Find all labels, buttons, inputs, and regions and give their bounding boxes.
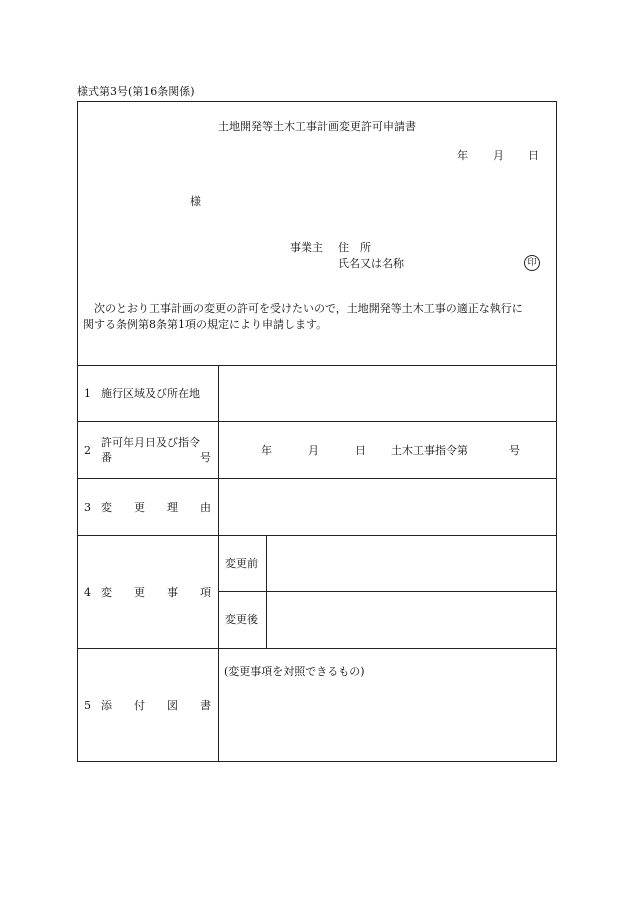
- seal-mark: 印: [524, 255, 540, 271]
- frame-right-border: [556, 101, 557, 762]
- row-1-number: 1: [84, 387, 91, 400]
- permit-year-label: 年: [261, 444, 272, 457]
- row-5-number: 5: [84, 699, 91, 712]
- row-5-label-char: 図: [167, 699, 178, 712]
- row-2-label-line-1: 許可年月日及び指令: [101, 436, 200, 449]
- form-number-label: 様式第3号(第16条関係): [77, 85, 195, 98]
- row-5-label-char: 書: [200, 699, 211, 712]
- permit-month-label: 月: [308, 444, 319, 457]
- row-4-label-char: 変: [101, 586, 112, 599]
- change-reason-field[interactable]: [219, 479, 556, 534]
- frame-top-border: [77, 101, 557, 102]
- row-4-number: 4: [84, 586, 91, 599]
- row-3-label-char: 更: [134, 501, 145, 514]
- row-3-label-char: 由: [200, 501, 211, 514]
- row-3-label-char: 理: [167, 501, 178, 514]
- attachments-note: (変更事項を対照できるもの): [224, 665, 365, 678]
- applicant-label: 事業主: [290, 241, 323, 254]
- row-5-label-char: 付: [134, 699, 145, 712]
- row-4-label-char: 事: [167, 586, 178, 599]
- row-divider: [77, 648, 557, 649]
- order-prefix-label: 土木工事指令第: [391, 444, 468, 457]
- name-label: 氏名又は名称: [338, 257, 404, 270]
- body-text-line-1: 次のとおり工事計画の変更の許可を受けたいので，土地開発等土木工事の適正な執行に: [94, 302, 523, 315]
- row-4-label: [101, 587, 211, 598]
- permit-day-label: 日: [355, 444, 366, 457]
- row-3-label: [101, 502, 211, 513]
- row-2-label-go: 号: [200, 451, 211, 464]
- row-5-label-char: 添: [101, 699, 112, 712]
- area-location-field[interactable]: [219, 366, 556, 421]
- date-month-label: 月: [493, 149, 504, 162]
- document-title: 土地開発等土木工事計画変更許可申請書: [218, 120, 416, 133]
- before-change-label: 変更前: [225, 557, 258, 570]
- row-4-label-char: 更: [134, 586, 145, 599]
- row-5-label: [101, 700, 211, 711]
- body-text-line-2: 関する条例第8条第1項の規定により申請します。: [83, 318, 328, 331]
- frame-bottom-border: [77, 761, 557, 762]
- date-day-label: 日: [528, 149, 539, 162]
- after-change-field[interactable]: [267, 592, 556, 648]
- row-3-label-char: 変: [101, 501, 112, 514]
- row-2-label-ban: 番: [101, 451, 112, 464]
- row-divider: [77, 421, 557, 422]
- before-change-field[interactable]: [267, 536, 556, 591]
- row-3-number: 3: [84, 501, 91, 514]
- date-year-label: 年: [457, 149, 468, 162]
- frame-left-border: [77, 101, 78, 762]
- after-change-label: 変更後: [225, 613, 258, 626]
- row-2-label-line-2: [101, 452, 211, 463]
- row-2-number: 2: [84, 444, 91, 457]
- addressee-suffix: 様: [190, 195, 201, 208]
- column-divider: [218, 365, 219, 762]
- order-number-suffix: 号: [509, 444, 520, 457]
- row-1-label: 施行区域及び所在地: [101, 387, 200, 400]
- address-label: 住 所: [338, 241, 371, 254]
- row-4-label-char: 項: [200, 586, 211, 599]
